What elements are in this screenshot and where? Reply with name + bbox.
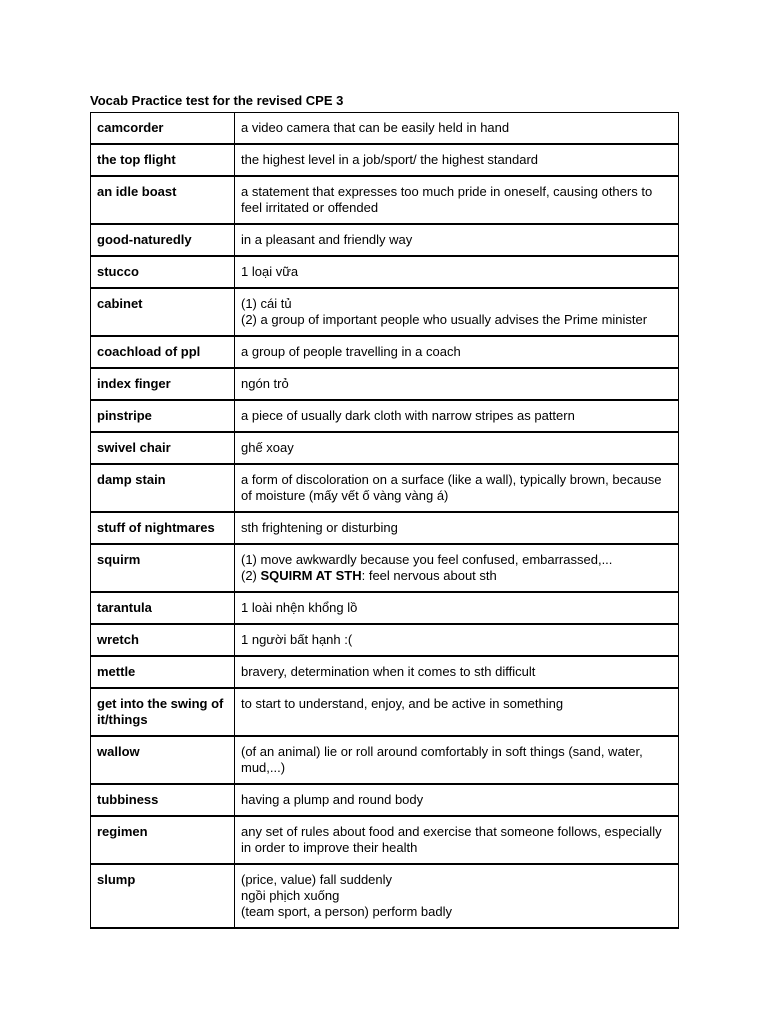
vocab-term: good-naturedly: [91, 224, 235, 256]
table-row: [91, 176, 679, 224]
table-row: [91, 400, 679, 432]
table-row: [91, 224, 679, 256]
vocab-definition: [235, 784, 679, 816]
definition-line: the highest level in a job/sport/ the highest standard: [241, 152, 539, 167]
document-title: Vocab Practice test for the revised CPE 3: [90, 93, 344, 108]
vocab-definition: [235, 224, 679, 256]
definition-line: a video camera that can be easily held in hand: [241, 120, 510, 135]
table-row: [91, 624, 679, 656]
table-row: [91, 864, 679, 928]
table-row: [91, 256, 679, 288]
vocab-definition: [235, 288, 679, 336]
vocab-definition: [235, 512, 679, 544]
table-row: [91, 144, 679, 176]
definition-line: ngón trỏ: [241, 376, 289, 391]
vocab-definition: [235, 336, 679, 368]
table-row: [91, 592, 679, 624]
vocab-definition: [235, 368, 679, 400]
definition-line: ghế xoay: [241, 440, 294, 455]
vocab-term: squirm: [91, 544, 235, 592]
definition-line: [241, 568, 672, 584]
definition-rest: : feel nervous about sth: [361, 568, 497, 583]
table-row: [91, 432, 679, 464]
vocab-definition: [235, 400, 679, 432]
vocab-definition: [235, 816, 679, 864]
definition-prefix: (2): [241, 568, 261, 583]
table-row: [91, 336, 679, 368]
vocab-term: tubbiness: [91, 784, 235, 816]
table-row: [91, 464, 679, 512]
definition-line: sth frightening or disturbing: [241, 520, 398, 535]
vocab-term: camcorder: [91, 113, 235, 145]
vocab-definition: [235, 592, 679, 624]
vocab-term: an idle boast: [91, 176, 235, 224]
vocab-term: slump: [91, 864, 235, 928]
vocab-term: index finger: [91, 368, 235, 400]
vocab-term: wretch: [91, 624, 235, 656]
definition-line: (1) cái tủ: [241, 296, 292, 311]
definition-line: (price, value) fall suddenly: [241, 872, 393, 887]
vocab-definition: [235, 144, 679, 176]
table-row: [91, 288, 679, 336]
vocab-term: stucco: [91, 256, 235, 288]
table-row: [91, 816, 679, 864]
vocab-definition: [235, 176, 679, 224]
table-row: [91, 113, 679, 145]
vocab-term: cabinet: [91, 288, 235, 336]
definition-line: ngồi phịch xuống: [241, 888, 340, 903]
vocab-term: wallow: [91, 736, 235, 784]
definition-line: a form of discoloration on a surface (like a wall), typically brown, because of moisture (mấy vết ố vàng vàng á): [241, 472, 662, 503]
definition-line: (of an animal) lie or roll around comfortably in soft things (sand, water, mud,...): [241, 744, 643, 775]
document-page: [90, 92, 680, 929]
definition-line: (2) a group of important people who usually advises the Prime minister: [241, 312, 648, 327]
table-row: [91, 512, 679, 544]
definition-line: bravery, determination when it comes to sth difficult: [241, 664, 536, 679]
vocab-table: [90, 112, 679, 929]
vocab-term: mettle: [91, 656, 235, 688]
definition-line: a statement that expresses too much pride in oneself, causing others to feel irritated or offended: [241, 184, 653, 215]
vocab-term: swivel chair: [91, 432, 235, 464]
vocab-term: get into the swing of it/things: [91, 688, 235, 736]
definition-line: (team sport, a person) perform badly: [241, 904, 452, 919]
vocab-term: regimen: [91, 816, 235, 864]
vocab-definition: [235, 432, 679, 464]
table-row: [91, 688, 679, 736]
definition-line: 1 người bất hạnh :(: [241, 632, 353, 647]
table-row: [91, 736, 679, 784]
vocab-definition: [235, 624, 679, 656]
vocab-definition: [235, 256, 679, 288]
definition-line: (1) move awkwardly because you feel confused, embarrassed,...: [241, 552, 613, 567]
vocab-term: tarantula: [91, 592, 235, 624]
table-row: [91, 544, 679, 592]
vocab-definition: [235, 688, 679, 736]
table-row: [91, 368, 679, 400]
vocab-term: the top flight: [91, 144, 235, 176]
vocab-term: coachload of ppl: [91, 336, 235, 368]
vocab-definition: [235, 464, 679, 512]
definition-line: a piece of usually dark cloth with narrow stripes as pattern: [241, 408, 575, 423]
vocab-definition: [235, 864, 679, 928]
definition-line: to start to understand, enjoy, and be active in something: [241, 696, 564, 711]
table-row: [91, 656, 679, 688]
vocab-definition: [235, 656, 679, 688]
vocab-definition: [235, 736, 679, 784]
definition-line: having a plump and round body: [241, 792, 424, 807]
table-row: [91, 784, 679, 816]
definition-line: any set of rules about food and exercise that someone follows, especially in order to improve their health: [241, 824, 662, 855]
definition-line: a group of people travelling in a coach: [241, 344, 461, 359]
definition-line: in a pleasant and friendly way: [241, 232, 413, 247]
vocab-term: damp stain: [91, 464, 235, 512]
vocab-definition: [235, 544, 679, 592]
vocab-term: stuff of nightmares: [91, 512, 235, 544]
vocab-definition: [235, 113, 679, 145]
phrase-emphasis: SQUIRM AT STH: [260, 568, 362, 583]
definition-line: 1 loại vữa: [241, 264, 299, 279]
vocab-term: pinstripe: [91, 400, 235, 432]
definition-line: 1 loài nhện khổng lồ: [241, 600, 358, 615]
